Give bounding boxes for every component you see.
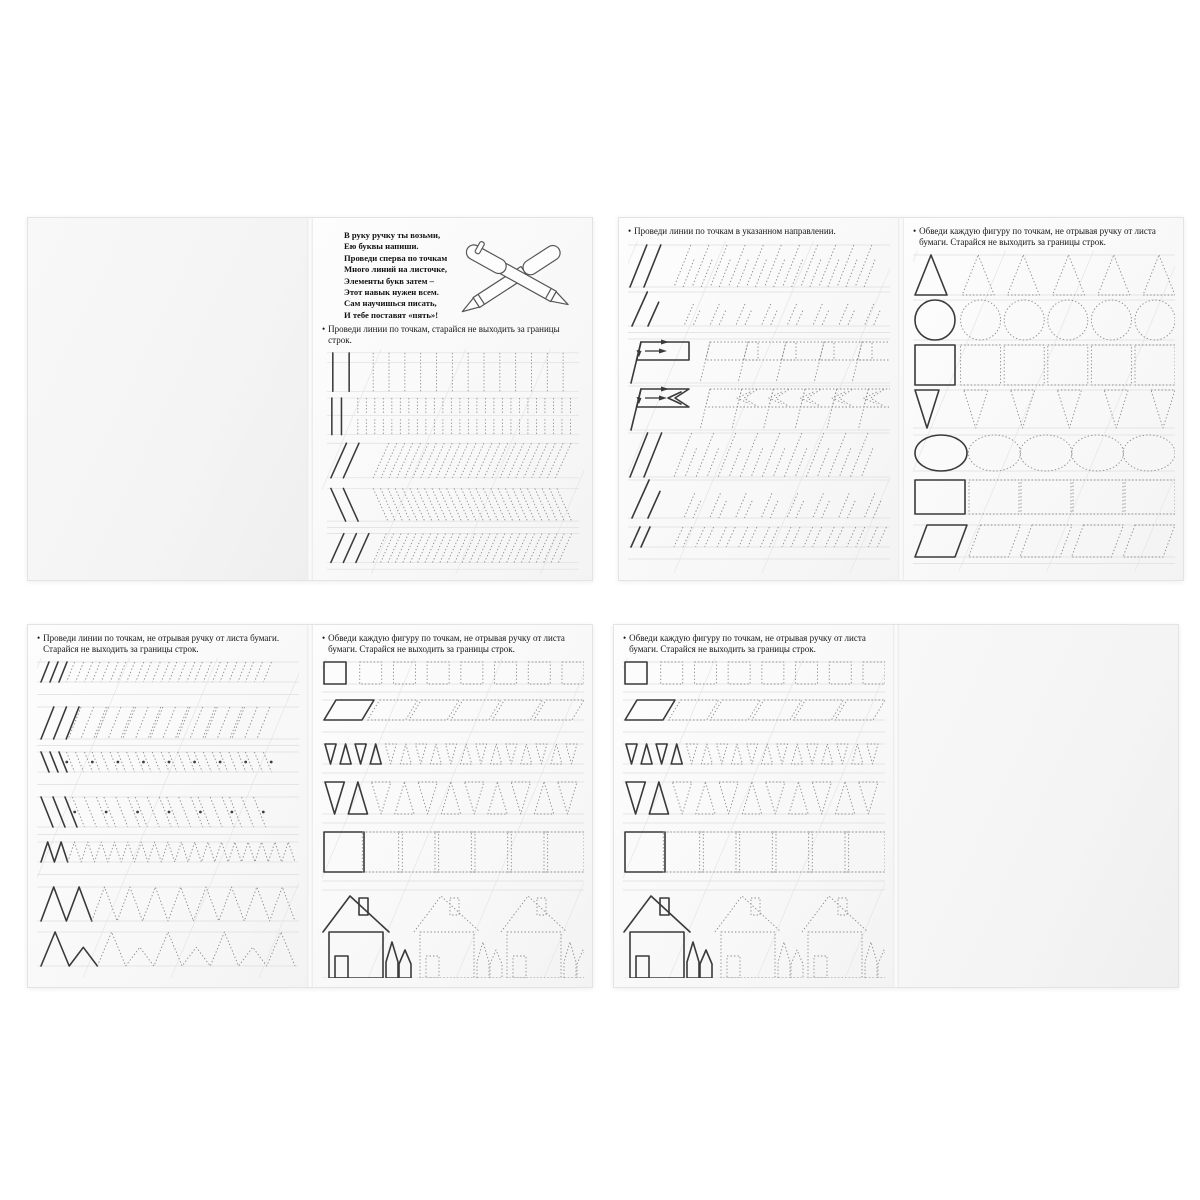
exercise-rows [628, 241, 890, 573]
exercise-rows [322, 349, 584, 574]
poem-text [322, 226, 447, 321]
exercise-instruction: • Обведи каждую фигуру по точкам, не отрывая ручку от листа бумаги. Старайся не выходить за границы строк. [623, 633, 866, 654]
page-4-left [614, 625, 893, 987]
page-3-right [313, 625, 592, 987]
exercise-instruction: • Обведи каждую фигуру по точкам, не отрывая ручку от листа бумаги. Старайся не выходить за границы строк. [322, 633, 565, 654]
spread-4 [613, 624, 1179, 988]
page-3-left [28, 625, 307, 987]
poem-line: Этот навык нужен всем. [344, 287, 439, 298]
page-4-right-blank [899, 625, 1178, 987]
poem-line: Ею буквы напиши. [344, 241, 419, 252]
crossed-pens-icon [449, 226, 577, 322]
bullet-icon: • [628, 226, 632, 236]
page-2-left [619, 218, 898, 580]
page-2-right [904, 218, 1183, 580]
page-1-left-blank [28, 218, 307, 580]
spread-3 [27, 624, 593, 988]
poem-line: Проведи сперва по точкам [344, 252, 448, 263]
bullet-icon: • [913, 226, 917, 236]
exercise-rows [37, 658, 299, 978]
exercise-rows [623, 658, 885, 978]
exercise-rows [913, 251, 1175, 571]
spread-1 [27, 217, 593, 581]
poem-line: И тебе поставят «пять»! [344, 309, 439, 320]
poem-line: Элементы букв затем – [344, 275, 434, 286]
poem-block [322, 226, 584, 322]
poem-line: В руку ручку ты возьми, [344, 230, 441, 240]
exercise-instruction: • Проведи линии по точкам в указанном направлении. [628, 226, 836, 236]
exercise-instruction: • Проведи линии по точкам, не отрывая ручку от листа бумаги. Старайся не выходить за границы строк. [37, 633, 280, 654]
exercise-instruction: • Обведи каждую фигуру по точкам, не отрывая ручку от листа бумаги. Старайся не выходить за границы строк. [913, 226, 1156, 247]
spread-2 [618, 217, 1184, 581]
poem-line: Много линий на листочке, [344, 264, 447, 275]
exercise-instruction: • Проведи линии по точкам, старайся не выходить за границы строк. [322, 324, 560, 345]
poem-line: Сам научишься писать, [344, 298, 437, 309]
bullet-icon: • [322, 324, 326, 334]
exercise-rows [322, 658, 584, 978]
bullet-icon: • [322, 633, 326, 643]
page-1-right [313, 218, 592, 580]
bullet-icon: • [623, 633, 627, 643]
bullet-icon: • [37, 633, 41, 643]
